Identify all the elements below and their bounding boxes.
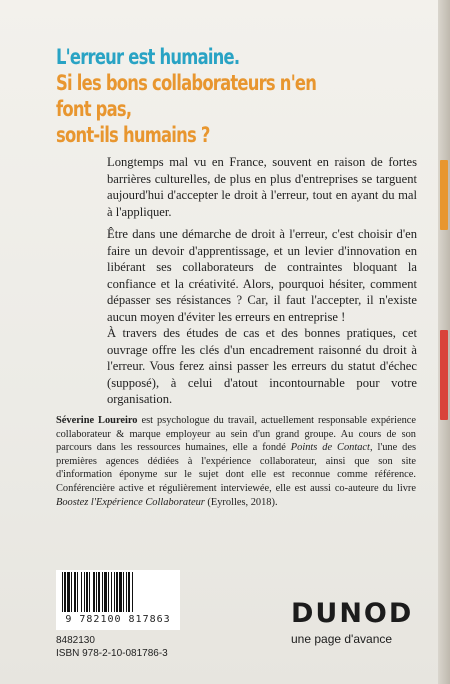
bio-text-1: est psychologue du travail, actuellement responsable expérience collaborateur & marque employeur au sein d'un grand groupe. Au cours de son parcours dans les ressources humaines, elle a fondé	[56, 415, 416, 454]
barcode-bar	[132, 572, 133, 612]
barcode-bar	[104, 572, 107, 612]
spine-orange-mark	[440, 160, 448, 230]
dunod-logo: DUNOD	[291, 598, 414, 629]
barcode-bar	[81, 572, 82, 612]
headline-line-2: Si les bons collaborateurs n'en font pas,	[56, 71, 317, 121]
barcode-bars	[60, 572, 176, 616]
author-name: Séverine Loureiro	[56, 415, 138, 426]
barcode-bar	[89, 572, 90, 612]
barcode-bar	[96, 572, 97, 612]
barcode-bar	[119, 572, 122, 612]
publisher-tagline: une page d'avance	[291, 632, 393, 646]
headline	[56, 44, 337, 148]
headline-line-3: sont-ils humains ?	[56, 123, 210, 147]
barcode-bar	[126, 572, 127, 612]
barcode-bar	[86, 572, 88, 612]
barcode-bar	[98, 572, 100, 612]
barcode-bar	[93, 572, 95, 612]
blurb-paragraph-2: Être dans une démarche de droit à l'erreur, c'est choisir d'en faire un devoir d'apprentissage, et un levier d'innovation en libérant ses collaborateurs de contraintes bloquant la confiance et la créativité. Alors, pourquoi hésiter, comment dépasser ses résistances ? Car, il faut l'accepter, il n'existe aucun moyen d'éviter les erreurs en entreprise !	[107, 227, 417, 324]
blurb-paragraph-1: Longtemps mal vu en France, souvent en raison de fortes barrières culturelles, de plus en plus d'entreprises se targuent aujourd'hui d'accepter le droit à l'erreur, tout en ayant du mal à l'appliquer.	[107, 155, 417, 219]
barcode-digits: 9 782100 817863	[65, 614, 171, 625]
spine-red-mark	[440, 330, 448, 420]
headline-line-1: L'erreur est humaine.	[56, 45, 240, 69]
reference-block	[56, 634, 168, 660]
product-code: 8482130	[56, 635, 95, 646]
isbn: ISBN 978-2-10-081786-3	[56, 648, 168, 659]
author-bio	[56, 414, 416, 509]
barcode-bar	[64, 572, 66, 612]
barcode-bar	[108, 572, 109, 612]
barcode-bar	[123, 572, 124, 612]
barcode-bar	[102, 572, 103, 612]
barcode-bar	[74, 572, 76, 612]
barcode	[56, 570, 180, 630]
barcode-bar	[111, 572, 112, 612]
blurb-paragraph-3: À travers des études de cas et des bonnes pratiques, cet ouvrage offre les clés d'un encadrement raisonné du droit à l'erreur. Vous ferez ainsi passer les erreurs du statut d'échec (supposé), à celui d'atout incontournable pour votre organisation.	[107, 326, 417, 407]
barcode-bar	[71, 572, 72, 612]
barcode-bar	[84, 572, 85, 612]
bio-text-3: (Eyrolles, 2018).	[204, 496, 278, 508]
barcode-bar	[67, 572, 70, 612]
barcode-bar	[77, 572, 78, 612]
barcode-bar	[128, 572, 130, 612]
barcode-bar	[62, 572, 63, 612]
barcode-bar	[114, 572, 115, 612]
barcode-bar	[116, 572, 118, 612]
bio-agency-name: Points de Contact	[290, 442, 370, 454]
bio-book-title: Boostez l'Expérience Collaborateur	[56, 496, 205, 508]
spine-edge	[438, 0, 450, 684]
bio-text-2: , l'une des premières agences dédiées à l'expérience collaborateur, ainsi que son site d'information éponyme sur le sujet dont elle est reconnue comme référence. Conférencière active et régulièrement interviewée, elle est aussi co-auteure du livre	[56, 442, 417, 494]
